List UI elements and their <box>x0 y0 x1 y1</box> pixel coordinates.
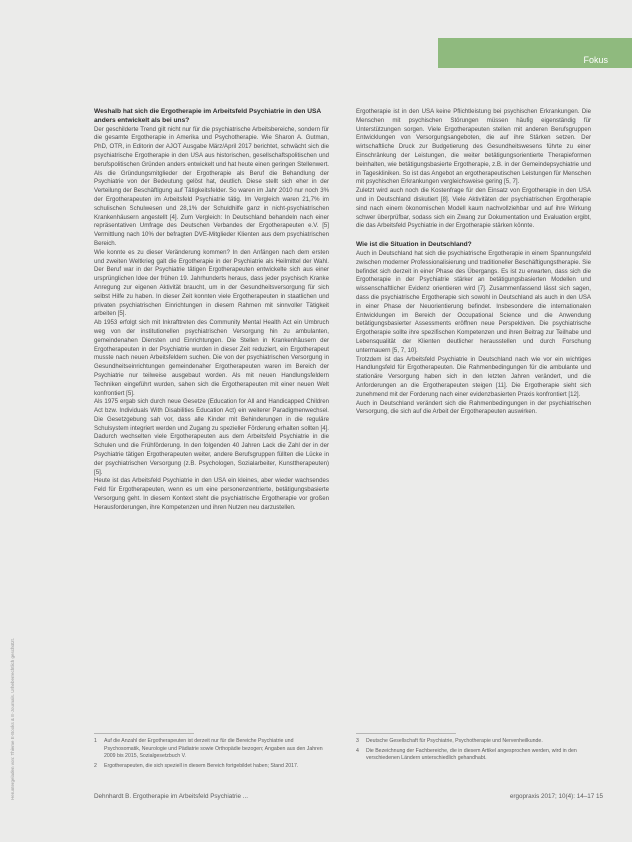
footnote-number: 3 <box>356 738 359 744</box>
footnotes-left <box>94 738 329 772</box>
footnote-number: 2 <box>94 762 97 769</box>
footnote-rule-left <box>94 733 194 734</box>
left-column <box>94 108 329 513</box>
paragraph: Heute ist das Arbeitsfeld Psychiatrie in den USA ein kleines, aber wieder wachsendes Feld für Ergotherapeuten, wenn es um eine personenzentrierte, betätigungsbasierte Versorgung geht. In diesem Kontext steht die psychiatrische Ergotherapie vor großen Herausforderungen, ihre Kompetenzen und ihren Nutzen neu darzustellen. <box>94 477 329 511</box>
footnote-text: Auf die Anzahl der Ergotherapeuten ist derzeit nur für die Bereiche Psychiatrie und Psychosomatik, Neurologie und Pädiatrie sowie Orthopädie bezogen; Angaben aus den Jahren 2009 bis 2015, Sozialgesetzbuch V. <box>104 738 323 760</box>
footnote-text: Deutsche Gesellschaft für Psychiatrie, Psychotherapie und Nervenheilkunde. <box>366 738 543 744</box>
right-column <box>356 108 591 417</box>
footnote-rule-right <box>356 733 456 734</box>
paragraph: Zuletzt wird auch noch die Kostenfrage für den Einsatz von Ergotherapie in den USA und in Deutschland diskutiert [8]. Viele Aktivitäten der psychiatrischen Ergotherapie sind nach einem ökonomischen Modell kaum nachvollziehbar und auf ihre Wirkung schwer überprüfbar, sodass sich ein Zwang zur Dokumentation und Evaluation ergibt, die das Arbeitsfeld Psychiatrie in der Ergotherapie stärken könnte. <box>356 187 591 230</box>
paragraph: Als 1975 ergab sich durch neue Gesetze (Education for All and Handicapped Children Act bzw. Individuals With Disabilities Education Act) ein weiterer Paradigmenwechsel. Die Gesetzgebung sah vor, dass alle Kinder mit Behinderungen in die reguläre Schulsystem integriert werden und Zugang zu spezieller Förderung erhalten sollten [4]. Dadurch wechselten viele Ergotherapeuten aus dem Arbeitsfeld Psychiatrie in die Schulen und die Frühförderung. In den folgenden 40 Jahren Lack die Zahl der in der Psychiatrie tätigen Ergotherapeuten weiter, andere Berufsgruppen füllten die Lücke in der psychiatrischen Versorgung (z.B. Psychologen, Sozialarbeiter, Kunsttherapeuten) [5]. <box>94 398 329 476</box>
footnote <box>94 738 329 761</box>
footer-citation: Dehnhardt B. Ergotherapie im Arbeitsfeld Psychiatrie ... <box>94 793 248 800</box>
footer-page-info: ergopraxis 2017; 10(4): 14–17 15 <box>509 793 603 800</box>
footnote-number: 4 <box>356 747 359 754</box>
paragraph: Ergotherapie ist in den USA keine Pflichtleistung bei psychischen Erkrankungen. Die Menschen mit psychischen Störungen müssen häufig eigenständig für Unterstützungen sorgen. Viele Ergotherapeuten stellen mit anderen Berufsgruppen Entwicklungen von Versorgungsangeboten, die auf ihre Stärken setzen. Der wirtschaftliche Druck zur Budgetierung des Gesundheitswesens führte zu einer Einschränkung der Leistungen, die weiter betätigungsorientierte Therapieformen beinhalten, wie betätigungsbasierte Ergotherapie, z.B. in der Gemeindepsychiatrie und in Tageskliniken. So ist das Angebot an ergotherapeutischen Leistungen für Menschen mit psychischen Erkrankungen vergleichsweise gering [5, 7]. <box>356 108 591 186</box>
sidebar-watermark-text: Heruntergeladen von: Thieme E-Books & E-Journals. Urheberrechtlich geschützt. <box>10 638 15 800</box>
paragraph: Wie konnte es zu dieser Veränderung kommen? In den Anfängen nach dem ersten und zweiten Weltkrieg galt die Ergotherapie in der Psychiatrie als Heilmittel der Wahl. Der Beruf war in der Psychiatrie tätigen Ergotherapeuten entwickelte sich aus einer ursprünglichen Idee der frühen 19. Jahrhunderts heraus, dass jeder psychisch Kranke Anregung zur eigenen Aktivität braucht, um in der Gesundheitsversorgung für sich selbst Hilfe zu haben. In dieser Zeit konnten viele Ergotherapeuten in staatlichen und privaten psychiatrischen Einrichtungen in diesem Rahmen mit sinnvoller Tätigkeit arbeiten [5]. <box>94 248 329 318</box>
section-tab <box>438 38 632 68</box>
footnote-text: Ergotherapeuten, die sich speziell in diesem Bereich fortgebildet haben; Stand 2017. <box>104 762 299 769</box>
footnote <box>356 738 591 746</box>
footnote <box>356 748 591 763</box>
paragraph: Auch in Deutschland verändert sich die Rahmenbedingungen in der psychiatrischen Versorgung, die sich auf die Arbeit der Ergotherapeuten auswirken. <box>356 399 591 416</box>
footnote <box>94 763 329 771</box>
paragraph: Auch in Deutschland hat sich die psychiatrische Ergotherapie in einem Spannungsfeld zwischen moderner Professionalisierung und traditioneller Beschäftigungstherapie. Sie befindet sich derzeit in einer Phase des Übergangs. Es ist zu erwarten, dass sich die Ergotherapie in der Psychiatrie stärker an betätigungsbasierten Modellen und wissenschaftlicher Evidenz orientieren wird [7]. Zusammenfassend lässt sich sagen, dass die psychiatrische Ergotherapie sich sowohl in Deutschland als auch in den USA in einer Phase der Neuorientierung befindet. Insbesondere die internationalen Entwicklungen im Bereich der Occupational Science und die Anwendung betätigungsbasierter Assessments eröffnen neue Perspektiven. Die psychiatrische Ergotherapie sollte ihre spezifischen Kompetenzen und ihren Beitrag zur Teilhabe und Lebensqualität der Klienten deutlicher herausstellen und durch Forschung untermauern [5, 7, 10]. <box>356 249 591 354</box>
footnotes-right <box>356 738 591 765</box>
paragraph: Trotzdem ist das Arbeitsfeld Psychiatrie in Deutschland nach wie vor ein wichtiges Handlungsfeld für Ergotherapeuten. Die Rahmenbedingungen für die ambulante und stationäre Versorgung haben sich in den letzten Jahren verändert, und die Anforderungen an die Ergotherapeuten steigen [11]. Die Ergotherapie sieht sich zunehmend mit der Forderung nach einer evidenzbasierten Praxis konfrontiert [12]. <box>356 355 591 398</box>
paragraph: Der geschilderte Trend gilt nicht nur für die psychiatrische Arbeitsbereiche, sondern für die gesamte Ergotherapie in Amerika und Psychotherapie. Wie Sharon A. Gutman, PhD, OTR, in Editorin der AJOT Ausgabe März/April 2017 berichtet, schwächt sich die psychiatrische Ergotherapie in den USA aus historischen, gesellschaftspolitischen und berufspolitischen Gründen anders entwickelt und hat heute einen geringen Stellenwert. Als die Gründungsmitglieder der Ergotherapie als Beruf die Behandlung der Psychiatrie von der Bedeutung gelöst hat, deutlich. Diese stellt sich eher in der Verteilung der Beschäftigung auf Tätigkeitsfelder. So waren im Jahr 2010 nur noch 3% der Ergotherapeuten im Arbeitsfeld Psychiatrie tätig. Im Vergleich waren 21,7% im schulischen Schulwesen und 28,1% der Schuldhilfe ganz in nicht-psychiatrischen Krankenhäusern angestellt [4]. Zum Vergleich: In Deutschland behandeln nach einer repräsentativen Umfrage des Deutschen Verbandes der Ergotherapeuten e.V. [5] Vermittlung nach 10% der befragten DVE-Mitglieder Klienten aus dem psychiatrischen Bereich. <box>94 125 329 247</box>
footnote-text: Die Bezeichnung der Fachbereiche, die in diesem Artikel angesprochen werden, wird in den verschiedenen Ländern unterschiedlich gehandhabt. <box>366 747 577 762</box>
footnote-number: 1 <box>94 738 97 744</box>
section-tab-label: Fokus <box>583 55 608 65</box>
section-heading-germany: Wie ist die Situation in Deutschland? <box>356 241 472 249</box>
paragraph: Ab 1953 erfolgt sich mit Inkrafttreten des Community Mental Health Act ein Umbruch weg von der institutionellen psychiatrischen Versorgung hin zu ambulanten, gemeindenahen Diensten und Einrichtungen. Die Stellen in Krankenhäusern der Ergotherapeuten in der Psychiatrie wurden in dieser Zeit reduziert, ein Ergotherapeut musste nach neuen Arbeitsfeldern suchen. Die von der psychiatrischen Versorgung in Gesundheitseinrichtungen gemeindenaher Ergotherapeuten waren im Bereich der Psychiatrie nur teilweise ausgebaut worden. Als mit neuen Handlungsfeldern Techniken eingeführt wurden, sahen sich die Ergotherapeuten mit einer neuen Welt konfrontiert [5]. <box>94 319 329 397</box>
section-heading-usa: Weshalb hat sich die Ergotherapie im Arbeitsfeld Psychiatrie in den USA anders entwickelt als bei uns? <box>94 108 321 124</box>
